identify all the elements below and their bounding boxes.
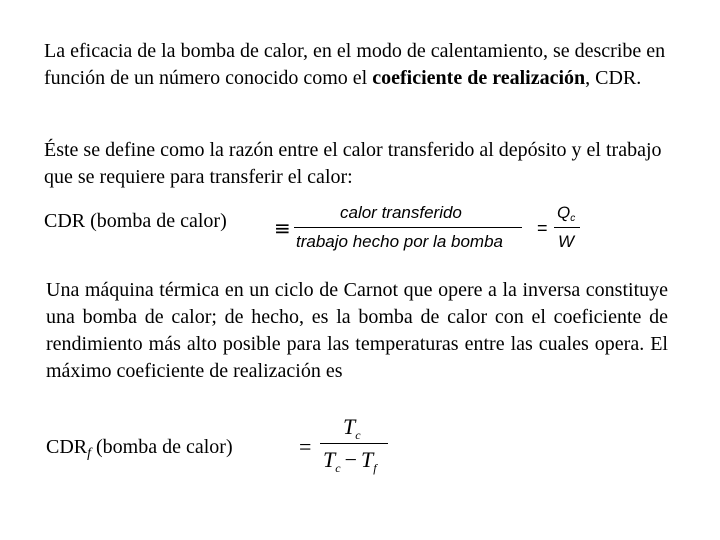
equation1-equals: = [537, 218, 548, 238]
paragraph-carnot-reverse: Una máquina térmica en un ciclo de Carnot que opere a la inversa constituye una bomba de calor; de hecho, es la bomba de calor con el coeficiente de rendimiento más alto posible para las temperaturas entre las cuales opera. El máximo coeficiente de realización es [46, 279, 668, 382]
p1-bold-term: coeficiente de realización [372, 67, 586, 89]
tf-denominator: T [361, 447, 374, 472]
equation2-fraction-bar [320, 443, 388, 444]
equation1-denominator: trabajo hecho por la bomba [296, 232, 503, 251]
paragraph-cdr-definition: Éste se define como la razón entre el calor transferido al depósito y el trabajo que se requiere para transferir el calor: [44, 139, 662, 188]
p1-text-before: La eficacia de la bomba de calor, en el modo de calentamiento, se describe en función de un número conocido como el [44, 40, 666, 89]
tc-denominator-sub: c [335, 461, 341, 475]
q-subscript: c [570, 213, 576, 224]
p1-text-after: , CDR. [585, 67, 642, 89]
minus-sign: − [344, 447, 357, 472]
cdr-label-rest: (bomba de calor) [91, 436, 233, 458]
cdr-subscript: f [87, 446, 92, 461]
tc-numerator-sub: c [355, 428, 361, 442]
equation1-rhs-denominator: W [558, 232, 575, 251]
tc-denominator: T [323, 447, 336, 472]
equation2-numerator [343, 414, 361, 443]
equation1-rhs-numerator [557, 203, 575, 224]
paragraph-cdr-intro [44, 38, 684, 92]
equation1-rhs-fraction-bar [554, 227, 580, 228]
equation2-label [46, 436, 233, 462]
equation1-numerator: calor transferido [340, 203, 462, 222]
tc-numerator: T [343, 414, 356, 439]
q-symbol: Q [557, 203, 571, 222]
equation1-fraction-bar [294, 227, 522, 228]
equation2-denominator [323, 447, 377, 476]
equation1-equiv-symbol: ≡ [274, 216, 291, 240]
equation1-label: CDR (bomba de calor) [44, 210, 227, 232]
equation2-equals: = [299, 434, 312, 459]
cdr-text: CDR [46, 436, 88, 458]
tf-denominator-sub: f [373, 461, 377, 475]
